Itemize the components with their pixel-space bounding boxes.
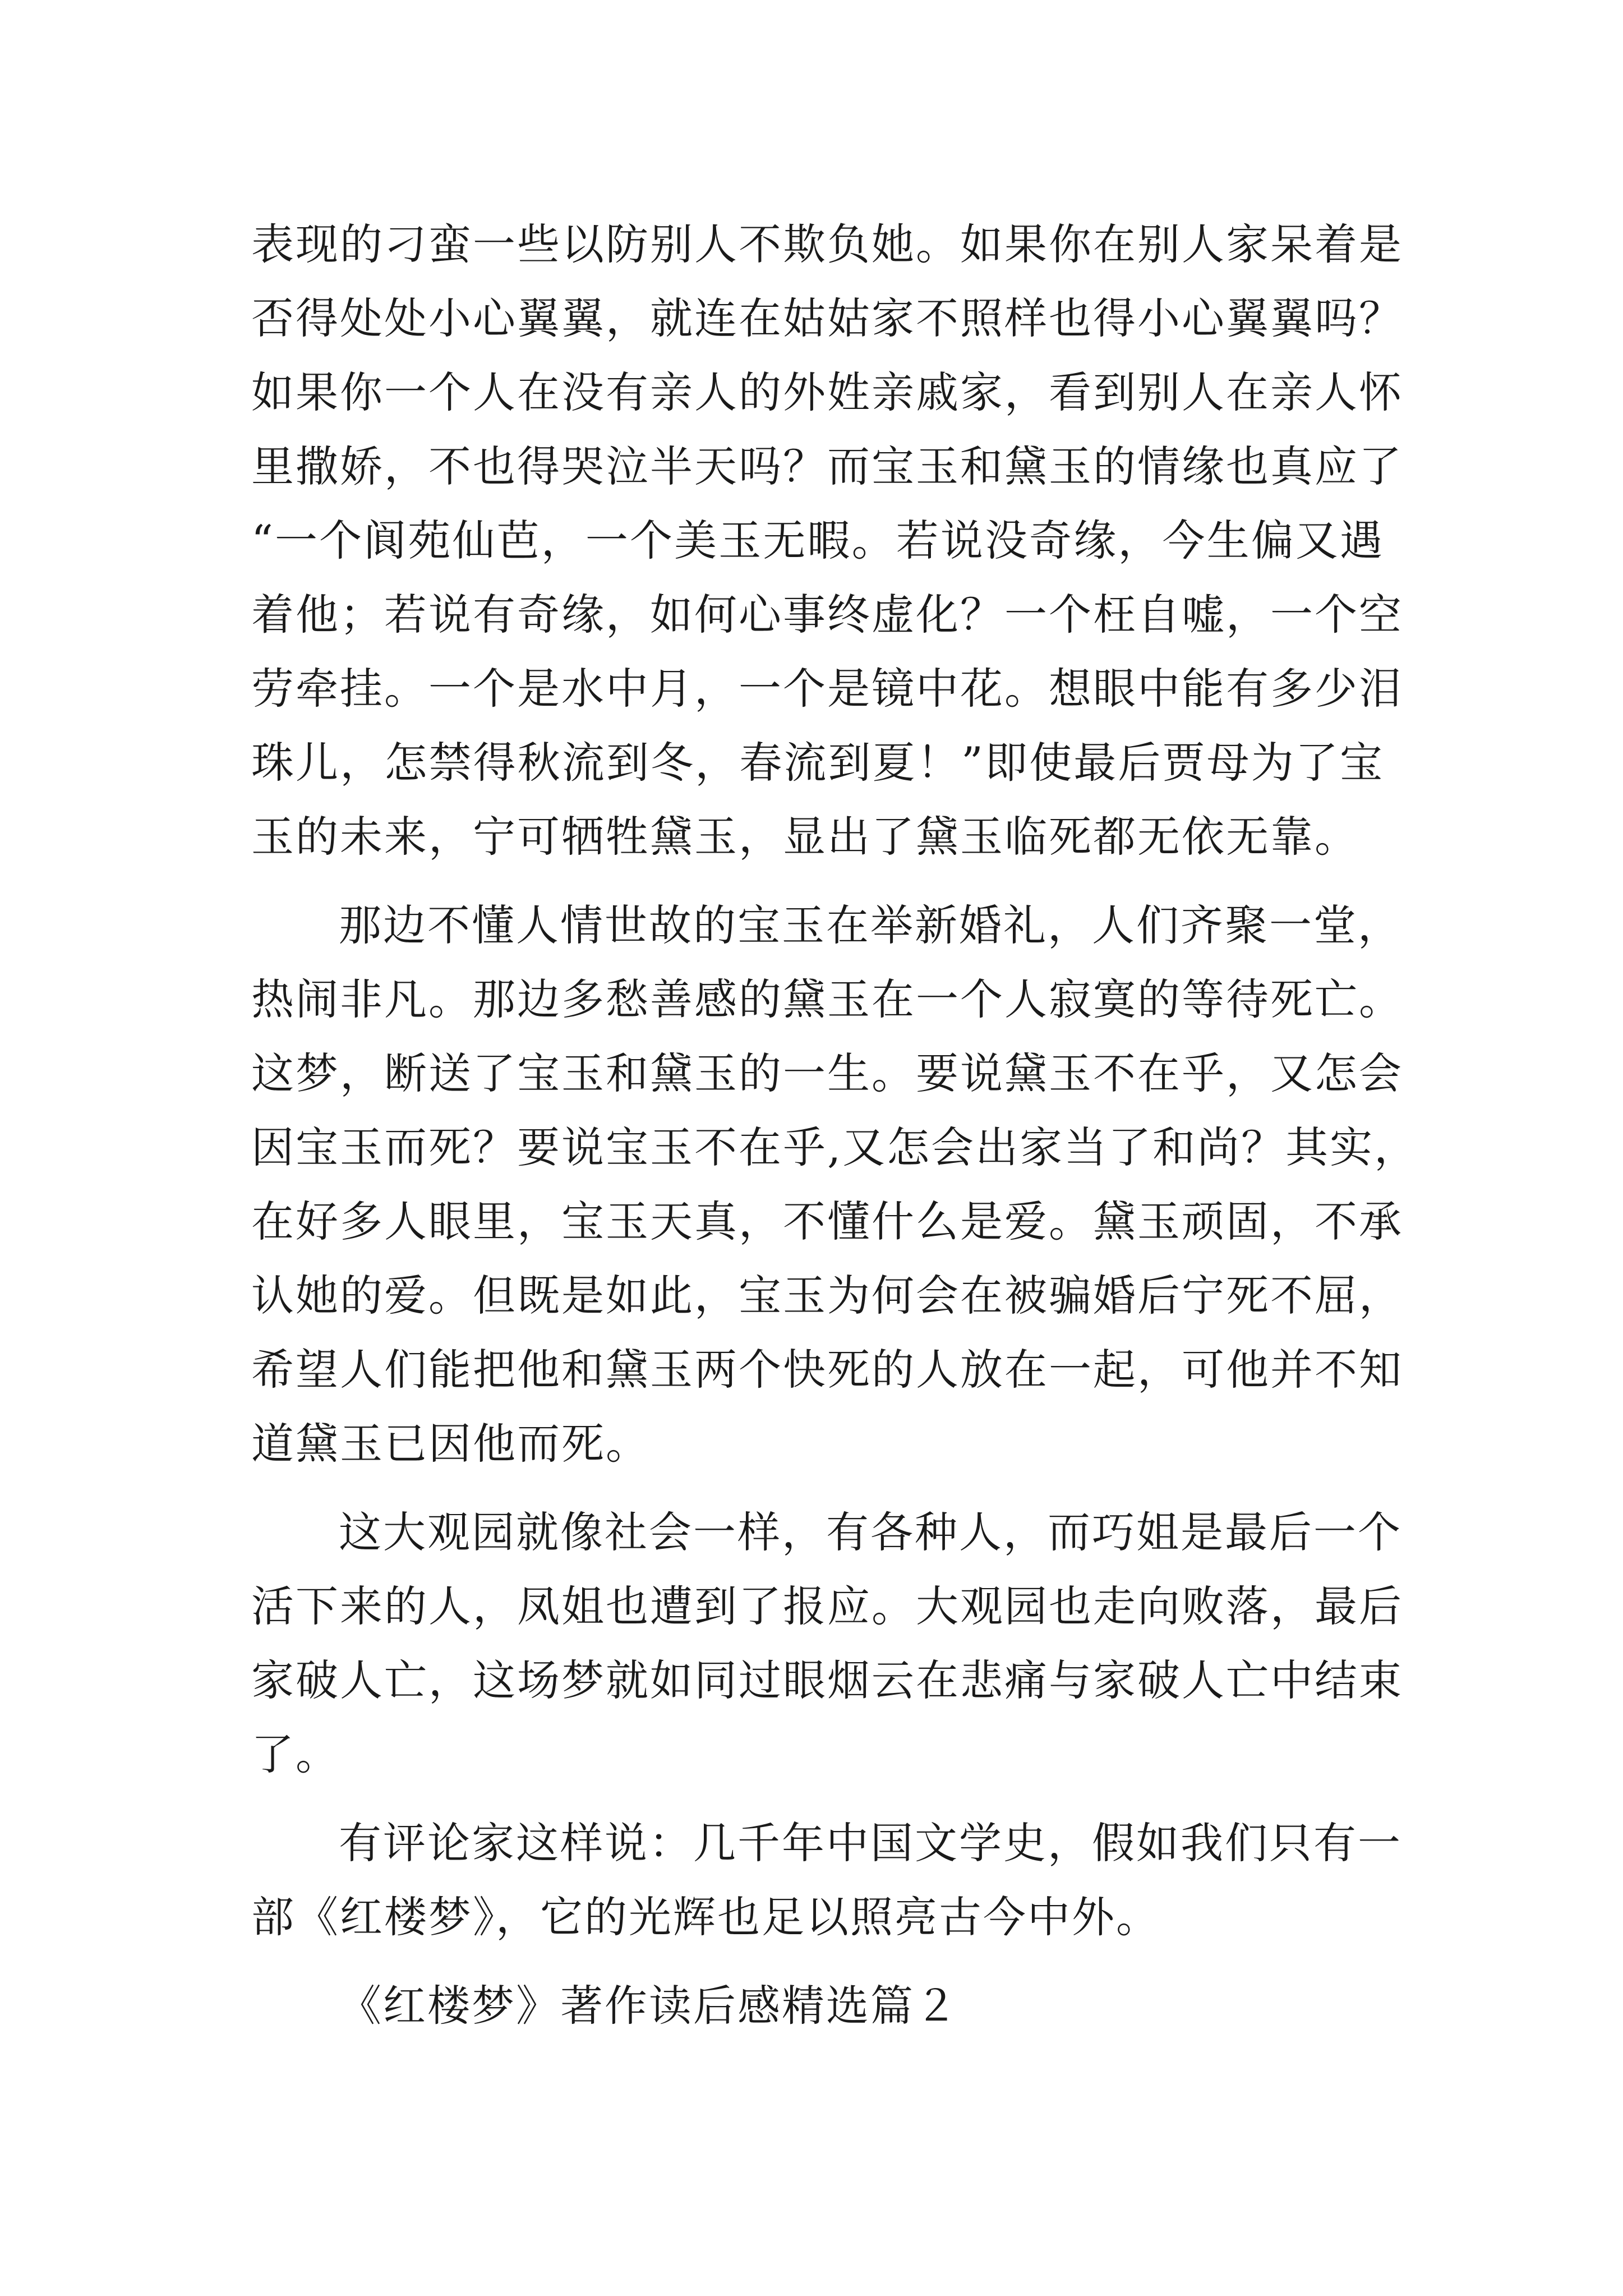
document-body	[251, 208, 1419, 2043]
paragraph	[251, 889, 1419, 1481]
text-line: 劳牵挂。一个是水中月，一个是镜中花。想眼中能有多少泪	[251, 664, 1403, 714]
text-line: 玉的未来，宁可牺牲黛玉，显出了黛玉临死都无依无靠。	[251, 812, 1359, 862]
text-line: 里撒娇，不也得哭泣半天吗？而宝玉和黛玉的情缘也真应了	[251, 441, 1403, 491]
text-line: 这大观园就像社会一样，有各种人，而巧姐是最后一个	[339, 1507, 1402, 1557]
text-line: 否得处处小心翼翼，就连在姑姑家不照样也得小心翼翼吗？	[251, 293, 1403, 343]
text-line: 家破人亡，这场梦就如同过眼烟云在悲痛与家破人亡中结束	[251, 1655, 1403, 1705]
text-line: 希望人们能把他和黛玉两个快死的人放在一起，可他并不知	[251, 1345, 1403, 1395]
text-line: 《红楼梦》著作读后感精选篇２	[339, 1981, 959, 2031]
text-line: 那边不懂人情世故的宝玉在举新婚礼，人们齐聚一堂，	[339, 900, 1402, 950]
paragraph-gap	[251, 1954, 1384, 1969]
text-line: 着他；若说有奇缘，如何心事终虚化？一个枉自嘘，一个空	[251, 590, 1403, 639]
paragraph-gap	[251, 874, 1384, 889]
text-line: 部《红楼梦》，它的光辉也足以照亮古今中外。	[251, 1892, 1160, 1942]
text-line: 活下来的人，凤姐也遭到了报应。大观园也走向败落，最后	[251, 1581, 1403, 1631]
text-line: 热闹非凡。那边多愁善感的黛玉在一个人寂寞的等待死亡。	[251, 974, 1403, 1024]
text-line: “一个阆苑仙芭，一个美玉无暇。若说没奇缘，今生偏又遇	[251, 516, 1384, 565]
text-line: 表现的刁蛮一些以防别人不欺负她。如果你在别人家呆着是	[251, 219, 1403, 269]
text-line: 了。	[251, 1729, 340, 1779]
text-line: 道黛玉已因他而死。	[251, 1419, 650, 1469]
text-line: 如果你一个人在没有亲人的外姓亲戚家，看到别人在亲人怀	[251, 367, 1403, 417]
text-line: 珠儿，怎禁得秋流到冬，春流到夏！”即使最后贾母为了宝	[251, 738, 1384, 788]
paragraph	[251, 1496, 1403, 1792]
text-line: 这梦，断送了宝玉和黛玉的一生。要说黛玉不在乎，又怎会	[251, 1048, 1403, 1098]
section-heading	[251, 1969, 1384, 2043]
text-line: 有评论家这样说：几千年中国文学史，假如我们只有一	[339, 1818, 1402, 1868]
paragraph-gap	[251, 1481, 1384, 1496]
paragraph	[251, 208, 1403, 874]
paragraph	[251, 1806, 1402, 1954]
paragraph-gap	[251, 1792, 1384, 1806]
text-line: 在好多人眼里，宝玉天真，不懂什么是爱。黛玉顽固，不承	[251, 1197, 1403, 1246]
text-line: 认她的爱。但既是如此，宝玉为何会在被骗婚后宁死不屈，	[251, 1271, 1403, 1320]
text-line: 因宝玉而死？要说宝玉不在乎,又怎会出家当了和尚？其实，	[251, 1122, 1419, 1172]
